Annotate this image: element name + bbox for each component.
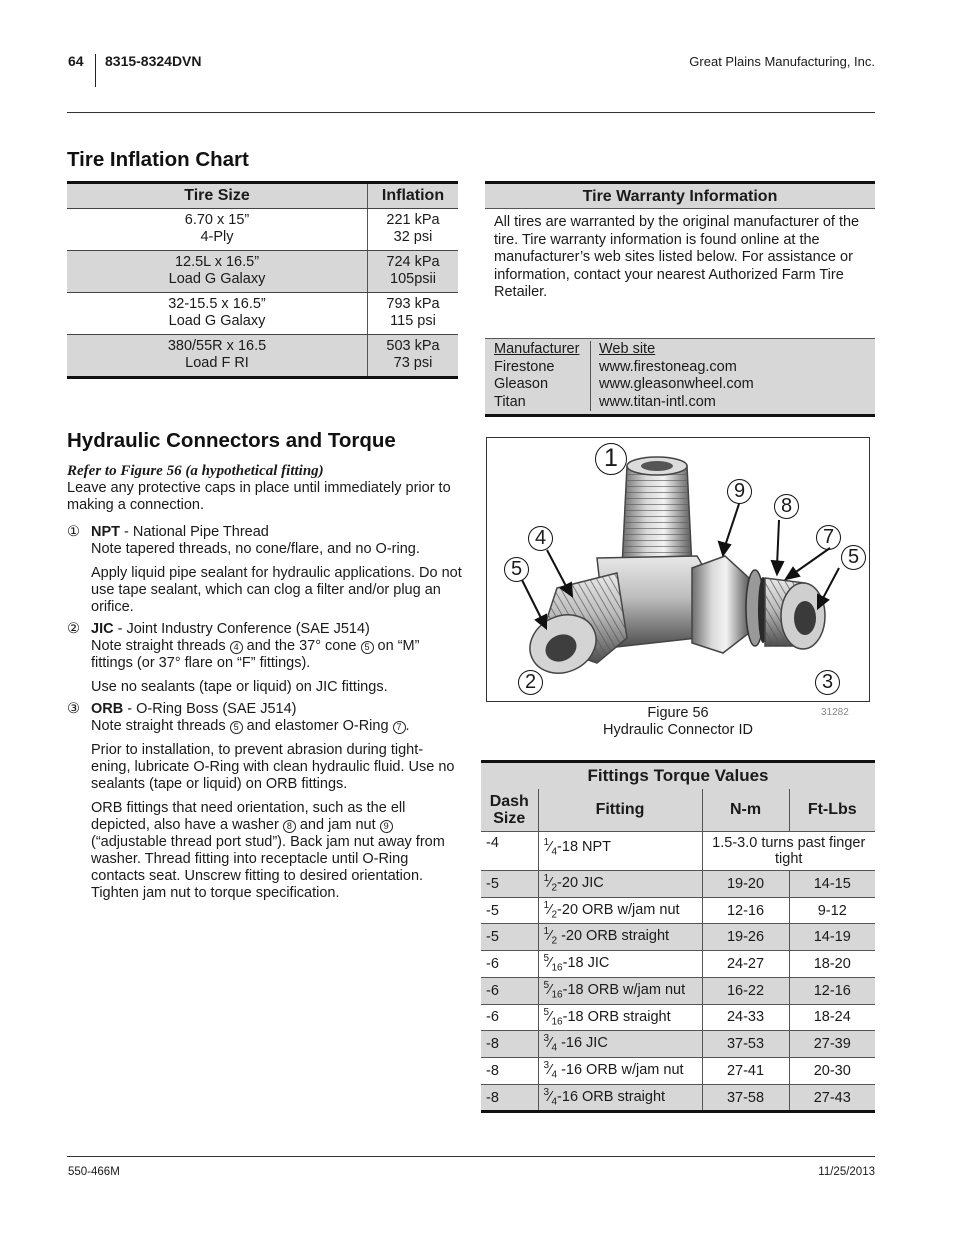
website-link[interactable]: www.gleasonwheel.com [599,376,754,392]
tire-psi: 115 psi [390,313,436,329]
col-dash-size: Dash Size [481,789,538,832]
fitting-text: -18 ORB straight [562,1008,671,1025]
dash-size: -5 [481,897,538,924]
ft-lbs-value: 12-16 [789,977,875,1004]
frac-num: 3 [543,1060,550,1072]
nm-value: 19-20 [702,871,789,898]
orb-para2-part: and jam nut [295,817,380,833]
table-row [481,1004,875,1031]
header-rule [67,112,875,113]
frac-den: 2 [551,909,558,921]
tire-ply: Load G Galaxy [168,271,266,287]
table-row [481,1031,875,1058]
tire-warranty-box [485,181,875,417]
fitting-text: -20 JIC [557,874,604,891]
manufacturer-name: Firestone [494,358,555,375]
warranty-title: Tire Warranty Information [485,184,875,209]
footer-rule [67,1156,875,1157]
dash-size: -8 [481,1031,538,1058]
col-nm: N-m [702,789,789,832]
frac-num: 1 [543,837,550,848]
frac-den: 16 [551,962,563,974]
tire-kpa: 503 kPa [386,338,440,354]
frac-num: 1 [543,873,550,884]
jam-nut [692,556,749,653]
intro-paragraph: Leave any protective caps in place until immediately prior to making a connection. [67,480,451,513]
dash-size: -8 [481,1058,538,1085]
table-row [481,897,875,924]
website-link[interactable]: www.firestoneag.com [599,358,737,375]
tire-size: 6.70 x 15” [184,212,250,228]
frac-den: 4 [551,1069,558,1081]
callout-7: 7 [816,525,841,550]
tire-size: 32-15.5 x 16.5” [168,296,266,312]
fitting-desc: $^1⁄_2$ -20 ORB straight [538,924,702,951]
ft-lbs-value: 14-19 [789,924,875,951]
frac-num: 5 [543,953,550,965]
callout-ref: 4 [230,641,243,654]
nm-value: 16-22 [702,977,789,1004]
tire-size: 380/55R x 16.5 [167,338,267,354]
col-ft-lbs: Ft-Lbs [789,789,875,832]
orb-def: - O-Ring Boss (SAE J514) [123,701,297,717]
callout-ref: 7 [393,721,406,734]
callout-3: 3 [815,670,840,695]
orb-term: ORB [91,701,124,717]
tire-inflation-table [67,181,458,379]
callout-ref: 5 [361,641,374,654]
ft-lbs-value: 14-15 [789,871,875,898]
fitting-illustration [487,438,870,702]
figure-image-id: 31282 [821,707,849,718]
item-number: ② [67,621,80,637]
website-header: Web site [599,341,656,357]
figure-title: Hydraulic Connector ID [603,722,753,738]
orb-note-part: . [405,718,410,734]
npt-note: Note tapered threads, no cone/flare, and no O-ring. [91,541,420,557]
frac-den: 16 [551,1016,563,1028]
hydraulic-connector-figure [486,437,870,702]
jic-def: - Joint Industry Conference (SAE J514) [113,621,370,637]
dash-size: -5 [481,871,538,898]
callout-8: 8 [774,494,799,519]
tire-ply: 4-Ply [200,229,234,245]
jic-note-part: on “M” fittings (or 37° flare on “F” fittings). [91,638,420,671]
frac-den: 4 [551,1043,558,1055]
fitting-desc: $^3⁄_4$ -16 ORB w/jam nut [538,1058,702,1085]
tire-ply: Load F RI [185,355,249,371]
tire-size: 12.5L x 16.5” [174,254,260,270]
nm-value: 19-26 [702,924,789,951]
fitting-desc: $^3⁄_4-16$ ORB straight [538,1084,702,1112]
callout-5-right: 5 [841,545,866,570]
orb-para2-part: ORB fittings that need orientation, such as the ell depicted, also have a washer [91,800,406,833]
dash-size: -8 [481,1084,538,1112]
npt-para: Apply liquid pipe sealant for hydraulic applications. Do not use tape sealant, which can clog a filter and/or plug an orifice. [91,565,462,615]
nm-value: 24-33 [702,1004,789,1031]
ft-lbs-value: 27-39 [789,1031,875,1058]
manufacturer-name: Gleason [494,376,549,392]
ft-lbs-value: 20-30 [789,1058,875,1085]
dash-size: -5 [481,924,538,951]
table-row [481,1058,875,1085]
col-tire-size: Tire Size [67,184,368,208]
table-row [481,1084,875,1112]
fitting-text: -20 ORB straight [557,928,670,945]
nm-value: 27-41 [702,1058,789,1085]
dash-size: -6 [481,1004,538,1031]
orb-para1: Prior to installation, to prevent abrasion during tight-ening, lubricate O-Ring with clean hydraulic fluid. Use no sealants (tape or liquid) on ORB fittings. [91,742,455,792]
nm-value: 37-58 [702,1084,789,1112]
callout-ref: 8 [283,820,296,833]
callout-ref: 5 [230,721,243,734]
callout-ref: 9 [380,820,393,833]
frac-num: 1 [543,899,550,911]
company-name: Great Plains Manufacturing, Inc. [689,54,875,69]
fitting-desc: $^1⁄_2-20$ JIC [538,871,702,898]
nm-value: 12-16 [702,897,789,924]
fitting-text: -16 ORB w/jam nut [557,1061,684,1078]
ft-lbs-value: 18-20 [789,951,875,978]
nm-value: 37-53 [702,1031,789,1058]
hydraulic-text [67,463,462,902]
manufacturer-name: Titan [494,393,526,410]
fitting-desc: $^3⁄_4$ -16 JIC [538,1031,702,1058]
tire-psi: 32 psi [393,229,433,245]
item-number: ① [67,524,80,540]
nm-value: 24-27 [702,951,789,978]
tire-kpa: 724 kPa [386,254,440,270]
dash-size: -6 [481,951,538,978]
torque-title: Fittings Torque Values [481,762,875,789]
fitting-text: -20 ORB w/jam nut [557,901,680,918]
col-inflation: Inflation [381,187,445,204]
npt-item [67,524,462,616]
npt-term: NPT [91,524,120,540]
ft-lbs-value: 27-43 [789,1084,875,1112]
figure-caption [486,705,870,739]
tire-psi: 73 psi [393,355,433,371]
fitting-text: -16 ORB straight [557,1088,666,1105]
frac-den: 4 [551,1096,558,1108]
table-row [481,924,875,951]
fitting-text: -18 JIC [562,954,610,971]
frac-num: 5 [543,979,550,991]
frac-den: 4 [551,846,558,858]
frac-num: 3 [543,1033,550,1045]
tire-kpa: 793 kPa [386,296,440,312]
tire-row [67,334,458,376]
hydraulic-heading: Hydraulic Connectors and Torque [67,429,396,452]
orb-item [67,701,462,902]
frac-den: 2 [551,936,558,948]
ft-lbs-value: 9-12 [789,897,875,924]
jic-note-part: Note straight threads [91,638,230,654]
tire-row [67,208,458,250]
dash-size: -4 [481,832,538,871]
tire-table-header [67,181,458,208]
frac-num: 1 [543,926,550,938]
document-model: 8315-8324DVN [105,53,202,69]
torque-note: 1.5-3.0 turns past finger tight [702,832,875,871]
jic-term: JIC [91,621,114,637]
item-number: ③ [67,701,80,717]
frac-num: 3 [543,1086,550,1098]
tire-row [67,250,458,292]
callout-5-left: 5 [504,557,529,582]
jic-para: Use no sealants (tape or liquid) on JIC fittings. [91,679,388,695]
callout-1: 1 [595,443,627,475]
tire-psi: 105psii [390,271,436,287]
jic-note-part: and the 37° cone [242,638,361,654]
footer-date: 11/25/2013 [818,1166,875,1178]
table-row [481,951,875,978]
table-row [481,832,875,871]
orb-note-part: Note straight threads [91,718,230,734]
frac-num: 5 [543,1006,550,1018]
figure-number: Figure 56 [647,705,709,721]
callout-4: 4 [528,526,553,551]
frac-den: 16 [551,989,563,1001]
col-fitting: Fitting [538,789,702,832]
tire-ply: Load G Galaxy [168,313,266,329]
table-row [481,977,875,1004]
footer-doc-number: 550-466M [68,1166,120,1178]
callout-2: 2 [518,670,543,695]
header-divider [95,54,96,87]
orb-note-part: and elastomer O-Ring [242,718,393,734]
fitting-text: -16 JIC [557,1035,608,1052]
fitting-text: -18 NPT [557,838,612,855]
fitting-text: -18 ORB w/jam nut [562,981,686,998]
fitting-desc: $^5⁄_{16}-18$ ORB w/jam nut [538,977,702,1004]
fitting-desc: $^1⁄_4-18$ NPT [538,832,702,871]
fitting-desc: $^5⁄_{16}-18$ ORB straight [538,1004,702,1031]
frac-den: 2 [551,882,558,894]
tire-chart-heading: Tire Inflation Chart [67,148,249,171]
website-link[interactable]: www.titan-intl.com [599,393,716,410]
tire-kpa: 221 kPa [386,212,440,228]
warranty-text: All tires are warranted by the original manufacturer of the tire. Tire warranty information is found online at the manufacturer’s web sites listed below. For assistance or information, contact your nearest Authorized Farm Tire Retailer. [494,214,860,300]
jic-item [67,621,462,696]
dash-size: -6 [481,977,538,1004]
table-row [481,871,875,898]
callout-9: 9 [727,479,752,504]
fitting-desc: $^5⁄_{16}-18$ JIC [538,951,702,978]
orb-para2-part: (“adjustable thread port stud”). Back jam nut away from washer. Thread fitting into receptacle until O-Ring contacts seat. Unscrew fitting to desired orientation. Tighten jam nut to torque specification. [91,834,445,901]
warranty-sites [485,338,875,414]
figure-reference: Refer to Figure 56 (a hypothetical fitting) [67,463,324,479]
fitting-desc: $^1⁄_2-20$ ORB w/jam nut [538,897,702,924]
tire-row [67,292,458,334]
ft-lbs-value: 18-24 [789,1004,875,1031]
manufacturer-header: Manufacturer [494,341,580,357]
npt-def: - National Pipe Thread [120,524,269,540]
page-number: 64 [68,53,84,69]
fittings-torque-table [481,760,875,1113]
